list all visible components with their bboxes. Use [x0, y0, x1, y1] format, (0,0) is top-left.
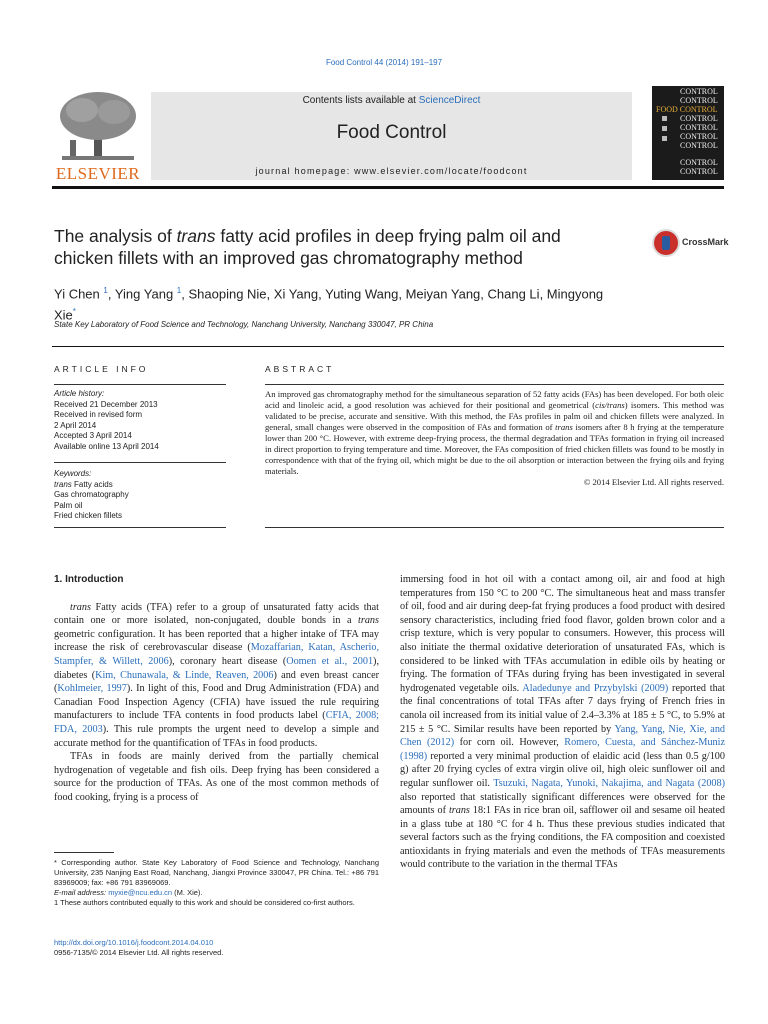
equal-contribution-note: 1 These authors contributed equally to this work and should be considered co-first authors.	[54, 898, 355, 907]
body-paragraph: trans Fatty acids (TFA) refer to a group of unsaturated fatty acids that contain one or more isolated, non-conjugated, double bonds in a trans geometric configuration. It has been reported that a higher intake of TFA may increase the risk of cerebrovascular disease (Mozaffarian, Katan, Ascherio, Stampfer, & Willett, 2006), coronary heart disease (Oomen et al., 2001), diabetes (Kim, Chunawala, & Linde, Reaven, 2006) and even breast cancer (Kohlmeier, 1997). In light of this, Food and Drug Administration (FDA) and Canadian Food Inspection Agency (CFIA) have issued the rule requiring manufacturers to include TFA contents in food products label (CFIA, 2008; FDA, 2003). This rule prompts the urgent need to develop a simple and accurate method for the quantification of TFAs in food products.	[54, 601, 379, 749]
reference-link[interactable]: Romero, Cuesta, and Sánchez-Muniz (1998)	[400, 737, 725, 762]
reference-link[interactable]: Kim, Chunawala, & Linde, Reaven, 2006	[95, 669, 274, 681]
journal-homepage[interactable]: journal homepage: www.elsevier.com/locate/foodcont	[255, 166, 528, 176]
section-heading: 1. Introduction	[54, 574, 124, 585]
reference-link[interactable]: Aladedunye and Przybylski (2009)	[522, 682, 669, 694]
article-title: The analysis of trans fatty acid profiles in deep frying palm oil and chicken fillets with an improved gas chromatography method	[54, 226, 561, 268]
crossmark-badge[interactable]	[652, 229, 732, 261]
cover-text: CONTROL	[680, 114, 718, 123]
reference-link[interactable]: Kohlmeier, 1997	[57, 683, 127, 695]
cover-text: CONTROL	[680, 141, 718, 150]
history-label: Article history:	[54, 389, 105, 398]
divider	[265, 384, 724, 385]
keywords	[54, 469, 226, 522]
history-item: 2 April 2014	[54, 420, 97, 430]
keyword: trans Fatty acids	[54, 479, 113, 489]
cover-graphic	[662, 136, 667, 141]
author-name: Mingyong Xie	[54, 286, 604, 323]
keywords-label: Keywords:	[54, 469, 92, 478]
cover-text: CONTROL	[680, 87, 718, 96]
crossmark-icon	[652, 229, 680, 257]
footnote-rule	[54, 852, 114, 853]
copyright-notice: © 2014 Elsevier Ltd. All rights reserved.	[583, 477, 724, 487]
email-link[interactable]: myxie@ncu.edu.cn	[108, 888, 173, 897]
cover-text: CONTROL	[680, 158, 718, 167]
corresponding-author-mark[interactable]: *	[72, 307, 76, 317]
email-note: E-mail address: myxie@ncu.edu.cn (M. Xie).	[54, 888, 203, 897]
tree-icon	[52, 88, 144, 164]
affiliation: State Key Laboratory of Food Science and Technology, Nanchang University, Nanchang 330047, PR China	[54, 320, 434, 329]
header-rule	[52, 186, 724, 189]
journal-banner	[151, 92, 632, 180]
author-name: Meiyan Yang	[405, 286, 481, 302]
history-item: Received 21 December 2013	[54, 399, 158, 409]
author-footnote-mark[interactable]: 1	[103, 286, 108, 295]
doi-block	[54, 938, 223, 958]
article-history	[54, 389, 226, 452]
author-name: Ying Yang	[114, 286, 174, 302]
author-name: Chang Li	[487, 286, 540, 302]
divider	[54, 527, 226, 528]
author-name: Yuting Wang	[325, 286, 399, 302]
sciencedirect-link[interactable]: ScienceDirect	[418, 95, 481, 106]
reference-link[interactable]: Oomen et al., 2001	[286, 655, 374, 667]
issn-line: 0956-7135/© 2014 Elsevier Ltd. All rights reserved.	[54, 948, 224, 957]
divider	[54, 462, 226, 463]
cover-text: CONTROL	[680, 167, 718, 176]
cover-text: CONTROL	[680, 96, 718, 105]
article-info-heading: ARTICLE INFO	[54, 364, 149, 374]
publisher-name: ELSEVIER	[55, 164, 141, 183]
body-column-right	[400, 573, 725, 872]
journal-title: Food Control	[336, 122, 447, 143]
reference-link[interactable]: Mozaffarian, Katan, Ascherio, Stampfer, & Willett, 2006	[54, 642, 379, 667]
history-item: Received in revised form	[54, 410, 143, 419]
crossmark-label: CrossMark	[682, 237, 729, 247]
divider	[54, 384, 226, 385]
author-name: Xi Yang	[273, 286, 319, 302]
author-footnote-mark[interactable]: 1	[176, 286, 182, 295]
abstract-text: An improved gas chromatography method for the simultaneous separation of 52 fatty acids (FAs) has been developed. For both oleic acid and linoleic acid, a good resolution was achieved for their positional and geometrical (cis/trans) isomers. This method was validated to be precise, accurate and sensitive. With this method, the FAs profiles in palm oil and chicken fillets were analyzed. In general, small changes were observed in the composition of FAs and formation of trans isomers after 8 h frying at the temperature lower than 200 °C. However, with extreme deep-frying process, the thermal degradation and TFAs formation in frying oil increased in direct proportion to frying temperature and time. Moreover, the FAs composition of fried chicken fillets was found to be mostly in correspondence with that of the frying oil, which might be due to the oil absorption or interaction between the frying oils and frying materials. © 2014 Elsevier Ltd. All rights reserved.	[265, 389, 724, 487]
contents-line: Contents lists available at ScienceDirect	[302, 95, 481, 106]
body-paragraph: TFAs in foods are mainly derived from the partially chemical hydrogenation of vegetable and fish oils. Deep frying has been considered a source for the production of TFAs. As one of the most common methods of food cooking, frying is a process of	[54, 751, 379, 803]
journal-citation[interactable]: Food Control 44 (2014) 191–197	[325, 58, 443, 67]
author-name: Yi Chen	[54, 286, 100, 302]
cover-graphic	[662, 116, 667, 121]
reference-link[interactable]: Tsuzuki, Nagata, Yunoki, Nakajima, and Nagata (2008)	[493, 777, 725, 789]
doi-link[interactable]: http://dx.doi.org/10.1016/j.foodcont.2014.04.010	[54, 938, 214, 947]
reference-link[interactable]: CFIA, 2008; FDA, 2003	[54, 710, 379, 735]
history-item: Accepted 3 April 2014	[54, 431, 132, 440]
keyword: Gas chromatography	[54, 490, 129, 499]
cover-text: FOOD CONTROL	[656, 105, 718, 114]
history-item: Available online 13 April 2014	[54, 441, 159, 451]
elsevier-logo	[52, 88, 144, 184]
reference-link[interactable]: Yang, Yang, Nie, Xie, and Chen (2012)	[400, 723, 726, 749]
abstract-heading: ABSTRACT	[265, 364, 335, 374]
body-paragraph: immersing food in hot oil with a contact among oil, air and food at high temperatures from 150 °C to 200 °C. The simultaneous heat and mass transfer of oil, food and air during deep-fat frying produces a food product with desired sensory characteristics, including fried food flavor, golden brown color and a crisp texture, which is very popular to consumers. However, this process will also initiate the thermal oxidative deterioration of unsaturated FAs, which is considered to be linked with TFAs accumulation in edible oils by heating or frying. The formation of TFAs during frying has been investigated in several hydrogenated vegetable oils. Aladedunye and Przybylski (2009) reported that the final concentrations of total TFAs after 7 days frying of French fries in canola oil increased from its initial value of 2.4–3.3% at 185 ± 5 °C, to 5.9% at 215 ± 5 °C. Similar results have been reported by Yang, Yang, Nie, Xie, and Chen (2012) for corn oil. However, Romero, Cuesta, and Sánchez-Muniz (1998) reported a very minimal production of elaidic acid (less than 0.5 g/100 g) after 20 frying cycles of extra virgin olive oil, high oleic sunflower oil and regular sunflower oil. Tsuzuki, Nagata, Yunoki, Nakajima, and Nagata (2008) also reported that statistically significant differences were observed for the amounts of trans 18:1 FAs in rice bran oil, safflower oil and sesame oil heated in a glass tube at 180 °C for 4 h. Thus these previous studies indicated that several factors such as the frying conditions, the FA composition and coexisted antioxidants in frying materials and even the methods of TFAs measurements would contribute to the variation in the thermal TFAs	[400, 574, 726, 871]
cover-text: CONTROL	[680, 132, 718, 141]
author-list: Yi Chen $^1$, Ying Yang $^1$, Shaoping Nie, Xi Yang, Yuting Wang, Meiyan Yang, Chang Li, Mingyong Xie*	[54, 286, 604, 323]
author-name: Shaoping Nie	[188, 286, 267, 302]
corresponding-author-note: * Corresponding author. State Key Laboratory of Food Science and Technology, Nanchang University, 235 Nanjing East Road, Nanchang, Jiangxi Province 330047, PR China. Tel.: +86 791 83969009; fax: +86 791 83969069.	[54, 858, 379, 887]
body-column-left	[54, 573, 379, 805]
cover-text: CONTROL	[680, 123, 718, 132]
keyword: Fried chicken fillets	[54, 511, 123, 520]
divider	[265, 527, 724, 528]
cover-graphic	[662, 126, 667, 131]
keyword: Palm oil	[54, 500, 83, 510]
journal-cover-image	[652, 86, 724, 180]
footnotes	[54, 858, 379, 908]
section-rule	[52, 346, 724, 347]
